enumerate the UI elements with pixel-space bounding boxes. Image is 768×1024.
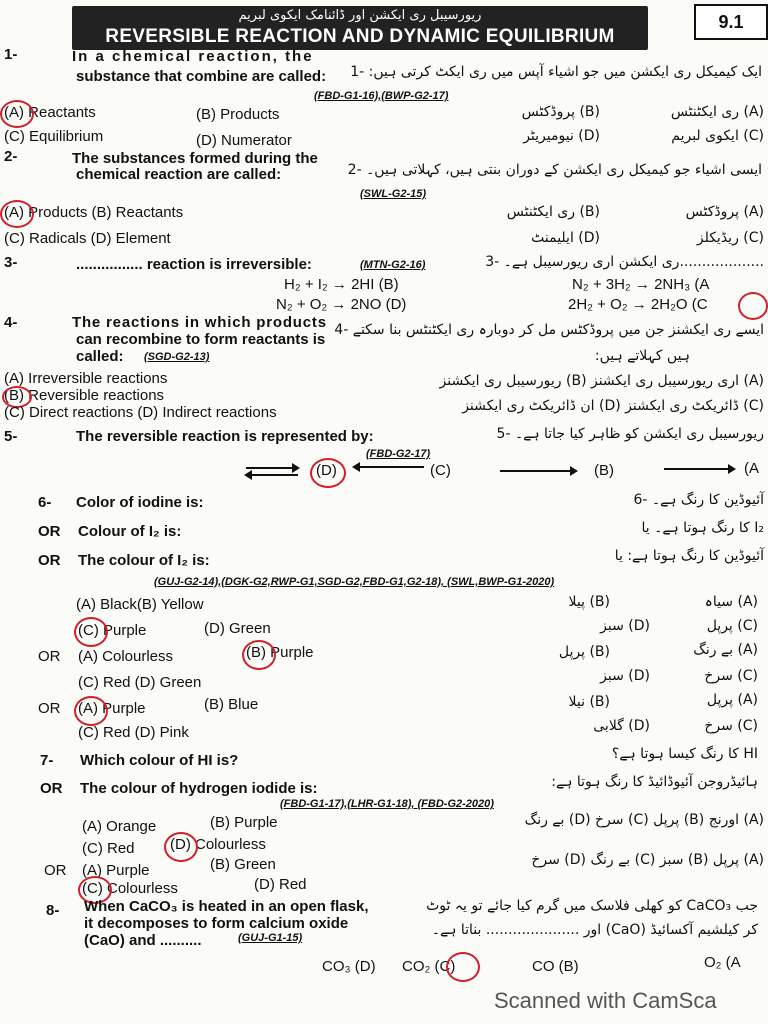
q2-urdu-opt-d: (D) ایلیمنٹ xyxy=(531,230,600,246)
q8-line3: (CaO) and .......... xyxy=(84,932,202,949)
q3-number: 3- xyxy=(4,254,18,271)
q6-set1-urdu-b: (B) پیلا xyxy=(568,594,610,610)
q7-set2-urdu: (A) پرپل (B) سبز (C) بے رنگ (D) سرخ xyxy=(531,852,764,868)
answer-circle xyxy=(0,100,34,128)
q2-urdu-opt-a: (A) پروڈکٹس xyxy=(685,204,764,220)
q8-line1: When CaCO₃ is heated in an open flask, xyxy=(84,898,369,915)
q7-set1-d: (D) Colourless xyxy=(170,836,266,853)
q1-urdu-opt-b: (B) پروڈکٹس xyxy=(521,104,600,120)
q3-text: ................ reaction is irreversible: xyxy=(76,256,312,273)
q1-ref: (FBD-G1-16),(BWP-G2-17) xyxy=(314,90,449,102)
q1-urdu: ایک کیمیکل ری ایکشن میں جو اشیاء آپس میں ری ایکٹ کرتی ہیں: -1 xyxy=(350,64,762,80)
q3-eq-d: N₂ + O₂ → 2NO (D) xyxy=(276,296,407,313)
q6-set1-urdu-a: (A) سیاہ xyxy=(704,594,758,610)
backward-arrow xyxy=(354,466,424,468)
q1-urdu-opt-d: (D) نیومیریٹر xyxy=(523,128,600,144)
q4-urdu-opt-cd: (C) ڈائریکٹ ری ایکشنز (D) ان ڈائریکٹ ری ایکشنز xyxy=(462,398,764,414)
q1-opt-b: (B) Products xyxy=(196,106,280,123)
title-banner xyxy=(72,6,648,50)
q6-set1-ab: (A) Black(B) Yellow xyxy=(76,596,204,613)
q1-line1: In a chemical reaction, the xyxy=(72,48,314,65)
answer-circle xyxy=(74,696,108,726)
urdu-title: ریورسیبل ری ایکشن اور ڈائنامک ایکوی لبریم xyxy=(238,8,482,23)
q6-urdu-2: I₂ کا رنگ ہوتا ہے۔ یا xyxy=(641,520,764,536)
answer-circle xyxy=(310,458,346,488)
q6-set2-urdu-d: (D) سبز xyxy=(600,668,650,684)
q6-or-1: OR xyxy=(38,523,61,540)
q6-line3: The colour of I₂ is: xyxy=(78,552,210,569)
q4-ref: (SGD-G2-13) xyxy=(144,351,210,363)
q5-text: The reversible reaction is represented by: xyxy=(76,428,374,445)
q1-opt-a: (A) Reactants xyxy=(4,104,96,121)
q8-number: 8- xyxy=(46,902,60,919)
q1-line2: substance that combine are called: xyxy=(76,68,327,85)
q2-urdu-opt-c: (C) ریڈیکلز xyxy=(696,230,764,246)
q6-set2-urdu-b: (B) پرپل xyxy=(558,644,610,660)
q7-set2-c: (C) Colourless xyxy=(82,880,178,897)
q6-set2-urdu-c: (C) سرخ xyxy=(704,668,758,684)
q2-opt-ab: (A) Products (B) Reactants xyxy=(4,204,184,221)
q4-number: 4- xyxy=(4,314,18,331)
q5-number: 5- xyxy=(4,428,18,445)
q8-urdu-2: کر کیلشیم آکسائیڈ (CaO) اور ..................... بناتا ہے۔ xyxy=(431,922,758,938)
answer-circle xyxy=(242,640,276,670)
q6-set3-urdu-b: (B) نیلا xyxy=(568,694,610,710)
q4-line2: can recombine to form reactants is xyxy=(76,331,326,348)
page-title: REVERSIBLE REACTION AND DYNAMIC EQUILIBRIUM xyxy=(105,26,615,47)
scanner-watermark: Scanned with CamSca xyxy=(494,988,717,1013)
q6-set3-urdu-a: (A) پرپل xyxy=(706,692,758,708)
q6-set1-urdu-d: (D) سبز xyxy=(600,618,650,634)
q6-set3-cd: (C) Red (D) Pink xyxy=(78,724,189,741)
q6-set2-cd: (C) Red (D) Green xyxy=(78,674,202,691)
q6-set3-b: (B) Blue xyxy=(204,696,259,713)
answer-circle xyxy=(74,617,108,647)
q6-number: 6- xyxy=(38,494,52,511)
q1-number: 1- xyxy=(4,46,18,63)
q7-ref: (FBD-G1-17),(LHR-G1-18), (FBD-G2-2020) xyxy=(280,798,494,810)
q2-ref: (SWL-G2-15) xyxy=(360,188,426,200)
q6-line1: Color of iodine is: xyxy=(76,494,204,511)
q6-or-set3: OR xyxy=(38,700,61,717)
q6-set1-d: (D) Green xyxy=(204,620,271,637)
q3-eq-b: H₂ + I₂ → 2HI (B) xyxy=(284,276,399,293)
q1-opt-d: (D) Numerator xyxy=(196,132,292,149)
q7-or-set2: OR xyxy=(44,862,67,879)
q6-set3-urdu-c: (C) سرخ xyxy=(704,718,758,734)
q4-line3: called: xyxy=(76,348,124,365)
q7-urdu-1: HI کا رنگ کیسا ہوتا ہے؟ xyxy=(611,746,758,762)
q6-set2-b: (B) Purple xyxy=(246,644,314,661)
q2-opt-cd: (C) Radicals (D) Element xyxy=(4,230,171,247)
q8-opt-c: CO₂ (C) xyxy=(402,958,456,975)
q6-set3-a: (A) Purple xyxy=(78,700,146,717)
q7-set1-urdu: (A) اورنج (B) پرپل (C) سرخ (D) بے رنگ xyxy=(524,812,764,828)
q7-line1: Which colour of HI is? xyxy=(80,752,239,769)
q8-line2: it decomposes to form calcium oxide xyxy=(84,915,349,932)
q7-urdu-2: ہائیڈروجن آئیوڈائیڈ کا رنگ ہوتا ہے: xyxy=(551,774,758,790)
q7-set2-b: (B) Green xyxy=(210,856,276,873)
q2-urdu: ایسی اشیاء جو کیمیکل ری ایکشن کے دوران بنتی ہیں، کہلاتی ہیں۔ -2 xyxy=(347,162,762,178)
q3-eq-a: N₂ + 3H₂ → 2NH₃ (A xyxy=(572,276,710,293)
q5-label-c: (C) xyxy=(430,462,451,479)
answer-circle xyxy=(164,832,198,862)
q6-or-set2: OR xyxy=(38,648,61,665)
answer-circle xyxy=(0,200,34,228)
q8-opt-a: O₂ (A xyxy=(704,954,741,971)
q6-set3-urdu-d: (D) گلابی xyxy=(593,718,650,734)
q3-ref: (MTN-G2-16) xyxy=(360,259,426,271)
q2-urdu-opt-b: (B) ری ایکٹنٹس xyxy=(506,204,600,220)
equilibrium-arrow-forward xyxy=(246,467,298,469)
q8-ref: (GUJ-G1-15) xyxy=(238,932,303,944)
q4-urdu-opt-ab: (A) اری ریورسیبل ری ایکشنز (B) ریورسیبل ری ایکشنز xyxy=(439,373,764,389)
q8-urdu-1: جب CaCO₃ کو کھلی فلاسک میں گرم کیا جائے تو یہ ٹوٹ xyxy=(426,898,758,914)
q6-line2: Colour of I₂ is: xyxy=(78,523,182,540)
q5-label-b: (B) xyxy=(594,462,614,479)
q7-set2-d: (D) Red xyxy=(254,876,307,893)
q7-set2-a: (A) Purple xyxy=(82,862,150,879)
q4-opt-a: (A) Irreversible reactions xyxy=(4,370,168,387)
q7-set1-b: (B) Purple xyxy=(210,814,278,831)
q7-set1-c: (C) Red xyxy=(82,840,135,857)
q4-line1: The reactions in which products xyxy=(72,314,327,331)
q7-or: OR xyxy=(40,780,63,797)
q6-or-2: OR xyxy=(38,552,61,569)
q4-opt-b: (B) Reversible reactions xyxy=(4,387,165,404)
q2-line1: The substances formed during the xyxy=(72,150,318,167)
q6-set1-urdu-c: (C) پرپل xyxy=(706,618,758,634)
q5-label-d: (D) xyxy=(316,462,337,479)
forward-arrow xyxy=(500,470,576,472)
q4-opt-cd: (C) Direct reactions (D) Indirect reactions xyxy=(4,404,277,421)
q1-urdu-opt-a: (A) ری ایکٹنٹس xyxy=(670,104,764,120)
q7-number: 7- xyxy=(40,752,54,769)
answer-circle xyxy=(446,952,480,982)
q7-line2: The colour of hydrogen iodide is: xyxy=(80,780,318,797)
q6-set2-urdu-a: (A) بے رنگ xyxy=(693,642,758,658)
forward-arrow-long xyxy=(664,468,734,470)
q5-label-a: (A xyxy=(744,460,759,477)
q4-urdu-2: ہیں کہلاتے ہیں: xyxy=(594,348,690,364)
q3-urdu: ...................ری ایکشن اری ریورسیبل ہے۔ -3 xyxy=(485,254,764,270)
answer-circle xyxy=(738,292,768,320)
q2-number: 2- xyxy=(4,148,18,165)
q8-opt-d: CO₃ (D) xyxy=(322,958,376,975)
q5-urdu: ریورسیبل ری ایکشن کو ظاہر کیا جاتا ہے۔ -5 xyxy=(496,426,764,442)
q5-ref: (FBD-G2-17) xyxy=(366,448,431,460)
q1-opt-c: (C) Equilibrium xyxy=(4,128,104,145)
q6-set2-a: (A) Colourless xyxy=(78,648,174,665)
q6-urdu-3: آئیوڈین کا رنگ ہوتا ہے: یا xyxy=(614,548,764,564)
q4-urdu-1: ایسے ری ایکشنز جن میں پروڈکٹس مل کر دوبارہ ری ایکٹنٹس بنا سکتے -4 xyxy=(334,322,764,338)
q3-eq-c: 2H₂ + O₂ → 2H₂O (C xyxy=(568,296,708,313)
q6-ref: (GUJ-G2-14),(DGK-G2,RWP-G1,SGD-G2,FBD-G1,G2-18), (SWL,BWP-G1-2020) xyxy=(154,576,555,588)
q1-urdu-opt-c: (C) ایکوی لبریم xyxy=(671,128,764,144)
chapter-number: 9.1 xyxy=(694,4,768,40)
q7-set1-a: (A) Orange xyxy=(82,818,157,835)
equilibrium-arrow-backward xyxy=(246,474,298,476)
q2-line2: chemical reaction are called: xyxy=(76,166,282,183)
q6-set1-c: (C) Purple xyxy=(78,622,147,639)
q6-urdu-1: آئیوڈین کا رنگ ہے۔ -6 xyxy=(633,492,764,508)
q8-opt-b: CO (B) xyxy=(532,958,579,975)
